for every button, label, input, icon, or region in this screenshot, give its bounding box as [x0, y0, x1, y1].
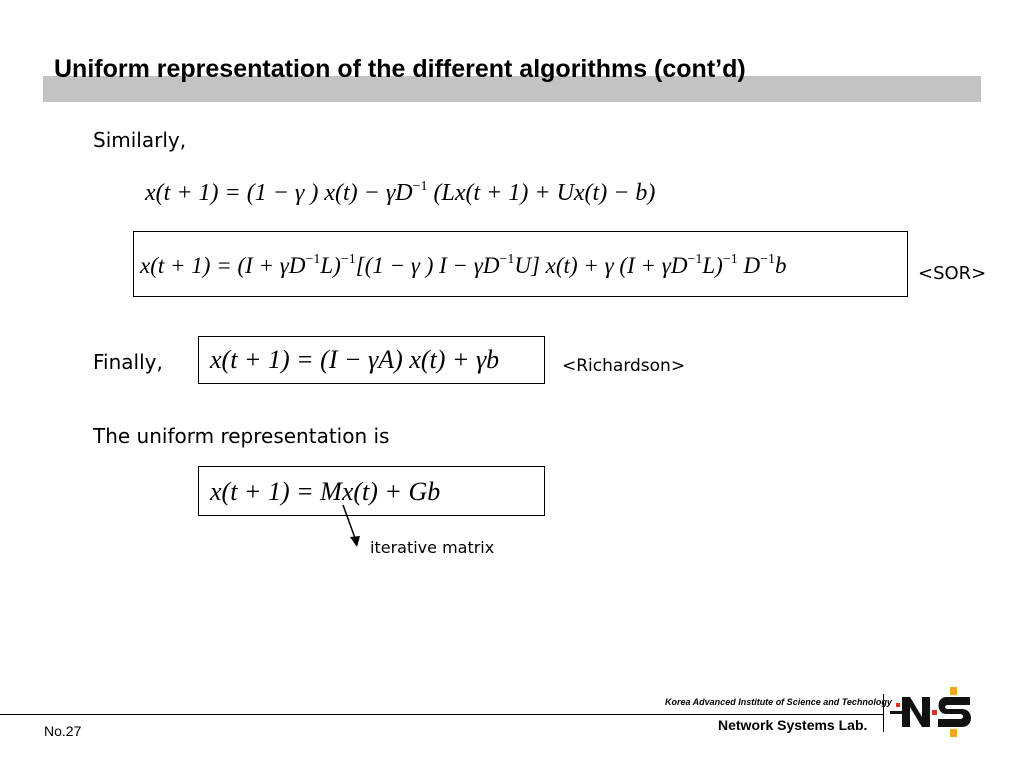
lab-name: Network Systems Lab.: [718, 717, 868, 733]
equation-uniform: [210, 479, 440, 505]
eq2-part4: U] x(t) + γ (I + γD: [514, 253, 688, 278]
page-number: No.27: [44, 723, 82, 739]
eq2-part5: L): [702, 253, 723, 278]
finally-text: Finally,: [93, 350, 163, 374]
eq2-inv5: −1: [722, 252, 738, 267]
eq2-part3: [(1 − γ ) I − γD: [355, 253, 500, 278]
equation-jacobi-relaxed: [145, 181, 655, 205]
uniform-representation-text: The uniform representation is: [93, 424, 390, 448]
equation-richardson: [210, 347, 499, 373]
eq1-main: x(t + 1) = (1 − γ ) x(t) − γD: [145, 180, 413, 206]
eq2-part6: D: [737, 253, 761, 278]
iterative-matrix-label: iterative matrix: [370, 538, 495, 557]
eq2-part7: b: [775, 253, 787, 278]
equation-sor: [140, 254, 787, 277]
similarly-text: Similarly,: [93, 128, 187, 152]
slide-title: Uniform representation of the different algorithms (cont’d): [54, 55, 746, 83]
eq2-inv6: −1: [760, 252, 775, 267]
sor-label: <SOR>: [918, 263, 987, 284]
richardson-label: <Richardson>: [562, 356, 686, 376]
eq4-text: x(t + 1) = Mx(t) + Gb: [210, 477, 441, 506]
network-systems-lab-logo: [888, 683, 980, 738]
eq1-inverse: −1: [412, 179, 428, 194]
eq2-part2: L): [320, 253, 341, 278]
eq2-inv3: −1: [499, 252, 515, 267]
arrow-icon: [335, 500, 375, 555]
eq2-inv4: −1: [687, 252, 703, 267]
footer-divider: [0, 714, 883, 715]
eq1-rest: (Lx(t + 1) + Ux(t) − b): [427, 180, 656, 206]
eq3-text: x(t + 1) = (I − γA) x(t) + γb: [210, 345, 500, 374]
institute-name: Korea Advanced Institute of Science and Technology: [665, 697, 892, 707]
eq2-part1: x(t + 1) = (I + γD: [140, 253, 306, 278]
eq2-inv1: −1: [305, 252, 321, 267]
eq2-inv2: −1: [340, 252, 356, 267]
